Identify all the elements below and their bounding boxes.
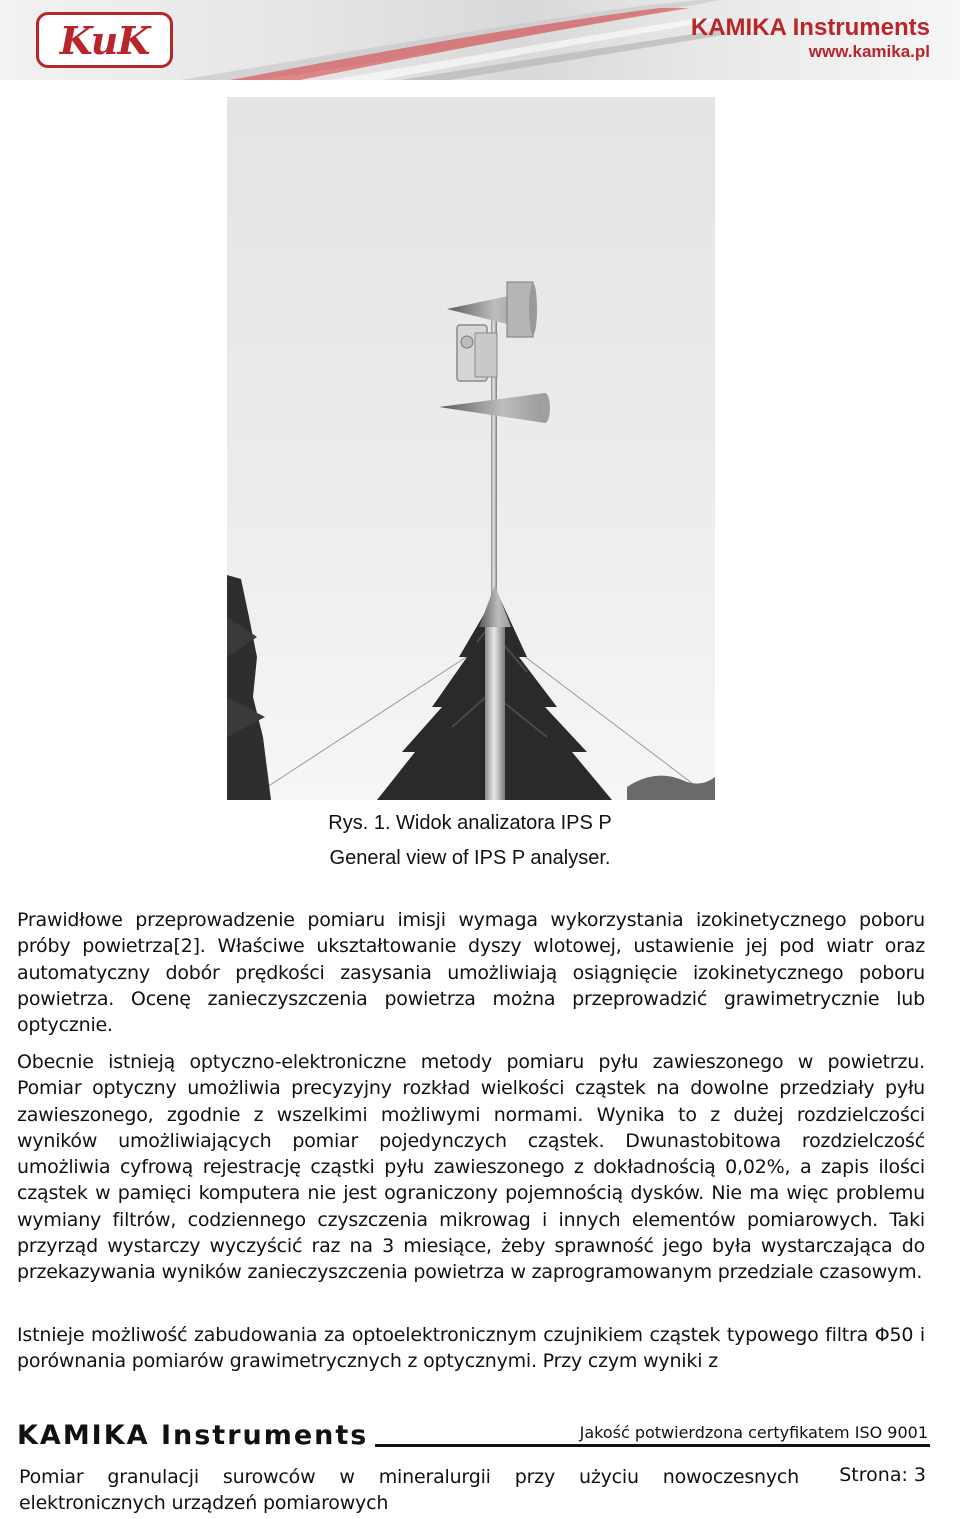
footer-divider xyxy=(375,1444,930,1447)
analyser-photo xyxy=(227,97,715,800)
body-paragraph-3: Istnieje możliwość zabudowania za optoelektronicznym czujnikiem cząstek typowego filtra Φ50 i porównania pomiarów grawimetrycznych z optycznymi. Przy czym wyniki z xyxy=(17,1324,925,1373)
footer-description: Pomiar granulacji surowców w mineralurgii przy użyciu nowoczesnych elektronicznych urządzeń pomiarowych xyxy=(19,1466,799,1514)
header-banner xyxy=(0,0,960,80)
header-brand-name: KAMIKA Instruments xyxy=(690,14,930,41)
footer-certificate: Jakość potwierdzona certyfikatem ISO 9001 xyxy=(579,1423,928,1442)
body-paragraph-1: Prawidłowe przeprowadzenie pomiaru imisji wymaga wykorzystania izokinetycznego poboru próby powietrza[2]. Właściwe ukształtowanie dyszy wlotowej, ustawienie jej pod wiatr oraz automatyczny dobór prędkości zasysania umożliwiają osiągnięcie izokinetycznego poboru powietrza. Ocenę zanieczyszczenia powietrza można przeprowadzić grawimetrycznie lub optycznie. xyxy=(17,909,925,1037)
logo-text: KuK xyxy=(59,17,150,63)
analyser-photo-image xyxy=(227,97,715,800)
page-number: Strona: 3 xyxy=(839,1464,926,1486)
figure-caption-pl: Rys. 1. Widok analizatora IPS P xyxy=(328,812,612,834)
footer-brand: KAMIKA Instruments xyxy=(17,1420,369,1451)
figure-caption-en: General view of IPS P analyser. xyxy=(329,847,611,869)
kuk-logo xyxy=(36,12,173,68)
body-paragraph-2: Obecnie istnieją optyczno-elektroniczne metody pomiaru pyłu zawieszonego w powietrzu. Pomiar optyczny umożliwia precyzyjny rozkład wielkości cząstek na dowolne przedziały pyłu zawieszonego, zgodnie z wszelkimi możliwymi normami. Wynika to z dużej rozdzielczości wyników umożliwiających pomiar pojedynczych cząstek. Dwunastobitowa rozdzielczość umożliwia cyfrową rejestrację cząstki pyłu zawieszonego z dokładnością 0,02%, a zapis ilości cząstek w pamięci komputera nie jest ograniczony pojemnością dysków. Nie ma więc problemu wymiany filtrów, codziennego czyszczenia mikrowag i innych elementów pomiarowych. Taki przyrząd wystarczy wyczyścić raz na 3 miesiące, żeby sprawność jego była wystarczająca do przekazywania wyników zanieczyszczenia powietrza w zaprogramowanym przedziale czasowym. xyxy=(17,1051,925,1284)
header-brand-url: www.kamika.pl xyxy=(808,42,930,61)
